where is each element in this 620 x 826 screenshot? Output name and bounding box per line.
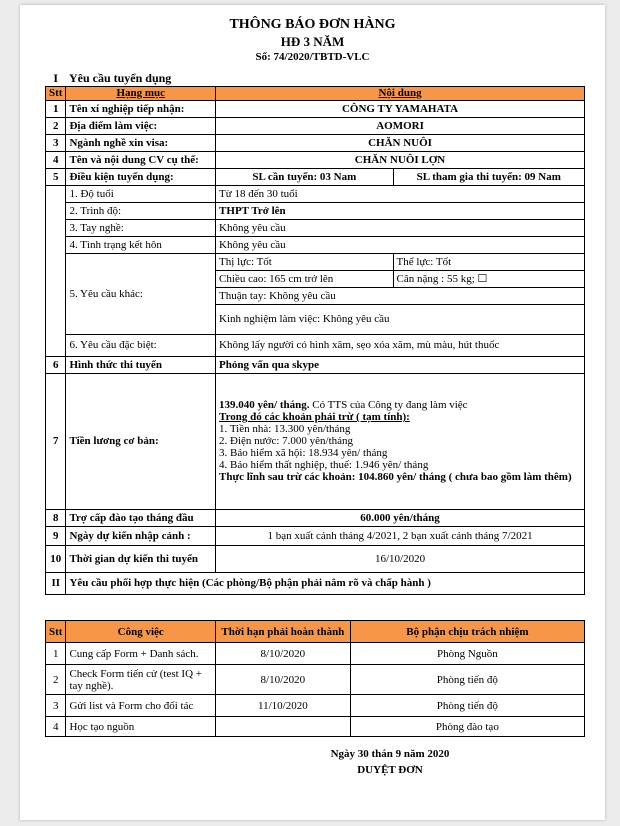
row-stt: 3 xyxy=(46,695,66,717)
row-dept: Phòng tiến độ xyxy=(350,665,584,695)
header-dept: Bộ phận chịu trách nhiệm xyxy=(350,621,584,643)
height-value: Chiều cao: 165 cm trở lên xyxy=(216,270,393,287)
row-value: 1 bạn xuất cảnh tháng 4/2021, 2 bạn xuất cảnh tháng 7/2021 xyxy=(216,526,585,545)
salary-amount: 139.040 yên/ tháng. xyxy=(219,399,310,411)
deduction-title: Trong đó các khoản phải trừ ( tạm tính): xyxy=(219,411,410,423)
row-value: CHĂN NUÔI LỢN xyxy=(216,151,585,168)
hand-value: Thuận tay: Không yêu cầu xyxy=(216,287,585,304)
sub-row xyxy=(46,236,585,253)
row-value: Phỏng vấn qua skype xyxy=(216,356,585,373)
section-number: II xyxy=(46,572,66,594)
section-row xyxy=(46,70,585,86)
sl-join: SL tham gia thi tuyển: 09 Nam xyxy=(393,168,584,185)
row-deadline xyxy=(216,717,351,737)
vision-value: Thị lực: Tốt xyxy=(216,253,393,270)
row-stt: 7 xyxy=(46,373,66,509)
salary-details xyxy=(216,373,585,509)
recruitment-table xyxy=(45,70,585,595)
table-row xyxy=(46,168,585,185)
sub-label: 6. Yêu cầu đặc biệt: xyxy=(66,334,216,356)
row-value: 60.000 yên/tháng xyxy=(216,509,585,526)
table-row xyxy=(46,356,585,373)
section-title: Yêu cầu phối hợp thực hiện (Các phòng/Bộ phận phải nắm rõ và chấp hành ) xyxy=(66,572,585,594)
row-stt: 2 xyxy=(46,117,66,134)
sub-label: 5. Yêu cầu khác: xyxy=(66,253,216,334)
row-task: Học tạo nguồn xyxy=(66,717,216,737)
document-title: THÔNG BÁO ĐƠN HÀNG xyxy=(229,17,396,32)
header-deadline: Thời hạn phải hoàn thành xyxy=(216,621,351,643)
row-task: Gửi list và Form cho đối tác xyxy=(66,695,216,717)
row-deadline: 11/10/2020 xyxy=(216,695,351,717)
row-label: Tên xí nghiệp tiếp nhận: xyxy=(66,100,216,117)
salary-row xyxy=(46,373,585,509)
header-item: Hạng mục xyxy=(66,86,216,100)
sub-value: Không lấy người có hình xăm, sẹo xóa xăm, mù màu, hút thuốc xyxy=(216,334,585,356)
row-label: Tiền lương cơ bản: xyxy=(66,373,216,509)
deduction-item: 4. Bảo hiểm thất nghiệp, thuế: 1.946 yên/ tháng xyxy=(219,459,429,471)
row-task: Cung cấp Form + Danh sách. xyxy=(66,643,216,665)
table-row xyxy=(46,151,585,168)
table-row xyxy=(46,717,585,737)
row-stt: 8 xyxy=(46,509,66,526)
row-deadline: 8/10/2020 xyxy=(216,643,351,665)
table-row xyxy=(46,643,585,665)
row-stt: 10 xyxy=(46,545,66,572)
row-task: Check Form tiến cử (test IQ + tay nghề). xyxy=(66,665,216,695)
row-stt: 3 xyxy=(46,134,66,151)
table-header xyxy=(46,86,585,100)
table-header xyxy=(46,621,585,643)
row-dept: Phòng tiến độ xyxy=(350,695,584,717)
header-task: Công việc xyxy=(66,621,216,643)
net-salary: Thực lĩnh sau trừ các khoản: 104.860 yên/ tháng ( chưa bao gồm làm thêm) xyxy=(219,471,572,483)
footer-date: Ngày 30 thán 9 năm 2020 xyxy=(330,748,450,760)
sub-label: 1. Độ tuổi xyxy=(66,185,216,202)
row-deadline: 8/10/2020 xyxy=(216,665,351,695)
header-content: Nội dung xyxy=(216,86,585,100)
experience-value: Kinh nghiệm làm việc: Không yêu cầu xyxy=(216,304,585,334)
deduction-item: 3. Bảo hiểm xã hội: 18.934 yên/ tháng xyxy=(219,447,388,459)
header-stt: Stt xyxy=(46,621,66,643)
sub-value: Không yêu cầu xyxy=(216,236,585,253)
row-stt: 5 xyxy=(46,168,66,185)
document-subtitle: HĐ 3 NĂM xyxy=(280,34,345,49)
header-stt: Stt xyxy=(46,86,66,100)
sub-label: 3. Tay nghề: xyxy=(66,219,216,236)
row-label: Tên và nội dung CV cụ thể: xyxy=(66,151,216,168)
section-number: I xyxy=(53,70,59,85)
sl-need: SL cần tuyển: 03 Nam xyxy=(216,168,393,185)
footer-approve: DUYỆT ĐƠN xyxy=(357,764,423,776)
table-row xyxy=(46,117,585,134)
row-value: CHĂN NUÔI xyxy=(216,134,585,151)
row-label: Trợ cấp đào tạo tháng đầu xyxy=(66,509,216,526)
table-row xyxy=(46,665,585,695)
row-value: CÔNG TY YAMAHATA xyxy=(216,100,585,117)
sub-value: Từ 18 đến 30 tuổi xyxy=(216,185,585,202)
sub-row xyxy=(46,219,585,236)
row-stt: 1 xyxy=(46,643,66,665)
row-stt: 2 xyxy=(46,665,66,695)
deduction-item: 1. Tiền nhà: 13.300 yên/tháng xyxy=(219,423,351,435)
row-stt: 6 xyxy=(46,356,66,373)
row-label: Ngày dự kiến nhập cảnh : xyxy=(66,526,216,545)
table-row xyxy=(46,526,585,545)
row-stt: 1 xyxy=(46,100,66,117)
row-label: Địa điểm làm việc: xyxy=(66,117,216,134)
sub-row xyxy=(46,202,585,219)
sub-row xyxy=(46,334,585,356)
table-row xyxy=(46,695,585,717)
deduction-item: 2. Điện nước: 7.000 yên/tháng xyxy=(219,435,354,447)
row-label: Thời gian dự kiến thi tuyển xyxy=(66,545,216,572)
sub-value: THPT Trở lên xyxy=(216,202,585,219)
weight-value: Cân nặng : 55 kg; ☐ xyxy=(393,270,584,287)
section-row xyxy=(46,572,585,594)
section-title: Yêu cầu tuyển dụng xyxy=(68,70,172,85)
sub-row xyxy=(46,185,585,202)
row-label: Điều kiện tuyển dụng: xyxy=(66,168,216,185)
sub-label: 4. Tình trạng kết hôn xyxy=(66,236,216,253)
row-stt: 4 xyxy=(46,151,66,168)
row-stt: 4 xyxy=(46,717,66,737)
row-dept: Phòng Nguồn xyxy=(350,643,584,665)
row-dept: Phòng đào tạo xyxy=(350,717,584,737)
table-row xyxy=(46,100,585,117)
row-value: AOMORI xyxy=(216,117,585,134)
salary-note: Có TTS của Công ty đang làm việc xyxy=(309,399,468,411)
document-number: Số: 74/2020/TBTD-VLC xyxy=(255,51,370,63)
table-row xyxy=(46,545,585,572)
row-value: 16/10/2020 xyxy=(216,545,585,572)
table-row xyxy=(46,509,585,526)
row-label: Ngành nghề xin visa: xyxy=(66,134,216,151)
fitness-value: Thể lực: Tốt xyxy=(393,253,584,270)
sub-value: Không yêu cầu xyxy=(216,219,585,236)
row-label: Hình thức thi tuyển xyxy=(66,356,216,373)
document-page xyxy=(20,5,605,820)
sub-label: 2. Trình độ: xyxy=(66,202,216,219)
row-stt: 9 xyxy=(46,526,66,545)
coordination-table xyxy=(45,620,585,737)
sub-row xyxy=(46,253,585,270)
table-row xyxy=(46,134,585,151)
